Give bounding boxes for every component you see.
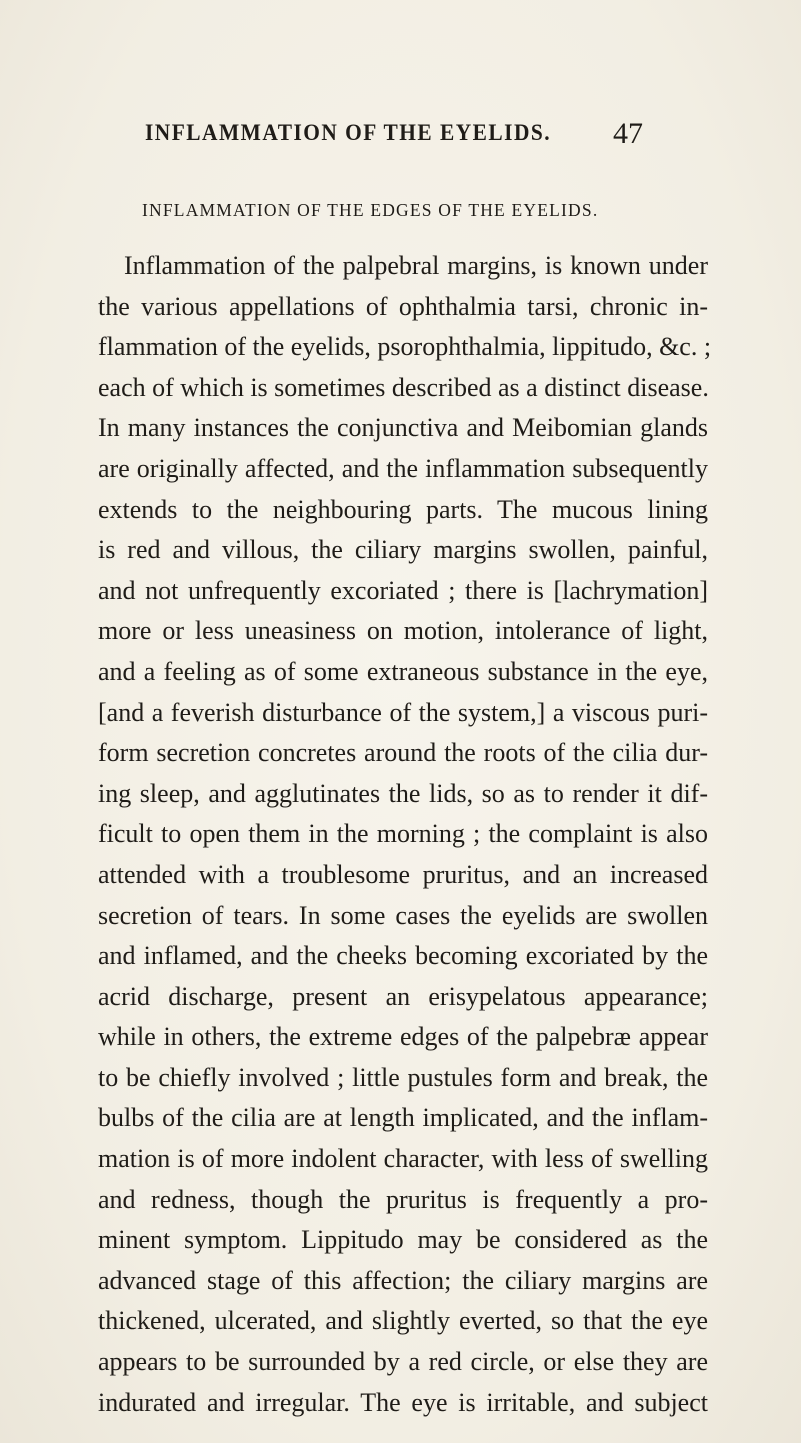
text-line: minent symptom. Lippitudo may be considered as the [98,1225,708,1255]
text-line: ing sleep, and agglutinates the lids, so as to render it dif- [98,778,708,808]
text-line: Inflammation of the palpebral margins, is known under [124,251,708,280]
page-number: 47 [613,117,643,150]
text-line: and inflamed, and the cheeks becoming excoriated by the [98,941,708,971]
text-line: to be chiefly involved ; little pustules form and break, the [98,1062,708,1092]
text-line: indurated and irregular. The eye is irritable, and subject [98,1387,708,1417]
text-line: ficult to open them in the morning ; the complaint is also [98,819,708,849]
text-line: advanced stage of this affection; the ciliary margins are [98,1265,708,1295]
text-line: thickened, ulcerated, and slightly everted, so that the eye [98,1306,708,1336]
section-heading: INFLAMMATION OF THE EDGES OF THE EYELIDS. [142,200,599,220]
text-line: each of which is sometimes described as a distinct disease. [98,372,709,402]
text-line: flammation of the eyelids, psorophthalmia, lippitudo, &c. ; [98,332,712,362]
text-line: form secretion concretes around the roots of the cilia dur- [98,738,708,768]
text-line: attended with a troublesome pruritus, and an increased [98,859,708,889]
text-line: and a feeling as of some extraneous substance in the eye, [98,656,708,686]
text-line: the various appellations of ophthalmia tarsi, chronic in- [98,291,708,321]
text-line: while in others, the extreme edges of the palpebræ appear [98,1022,708,1052]
body-paragraph [98,246,712,1423]
text-line: and not unfrequently excoriated ; there is [lachrymation] [98,575,708,605]
text-line: [and a feverish disturbance of the system,] a viscous puri- [98,697,708,727]
text-line: more or less uneasiness on motion, intolerance of light, [98,616,708,646]
text-line: are originally affected, and the inflammation subsequently [98,453,708,483]
running-head [0,117,801,160]
text-line: appears to be surrounded by a red circle, or else they are [98,1347,708,1377]
text-line: extends to the neighbouring parts. The mucous lining [98,494,708,524]
text-line: mation is of more indolent character, with less of swelling [98,1144,708,1174]
text-line: and redness, though the pruritus is frequently a pro- [98,1184,708,1214]
running-title: INFLAMMATION OF THE EYELIDS. [145,120,552,145]
text-line: acrid discharge, present an erisypelatous appearance; [98,981,708,1011]
text-line: bulbs of the cilia are at length implicated, and the inflam- [98,1103,708,1133]
text-line: In many instances the conjunctiva and Meibomian glands [98,413,708,443]
text-line: is red and villous, the ciliary margins swollen, painful, [98,535,708,565]
text-line: secretion of tears. In some cases the eyelids are swollen [98,900,708,930]
